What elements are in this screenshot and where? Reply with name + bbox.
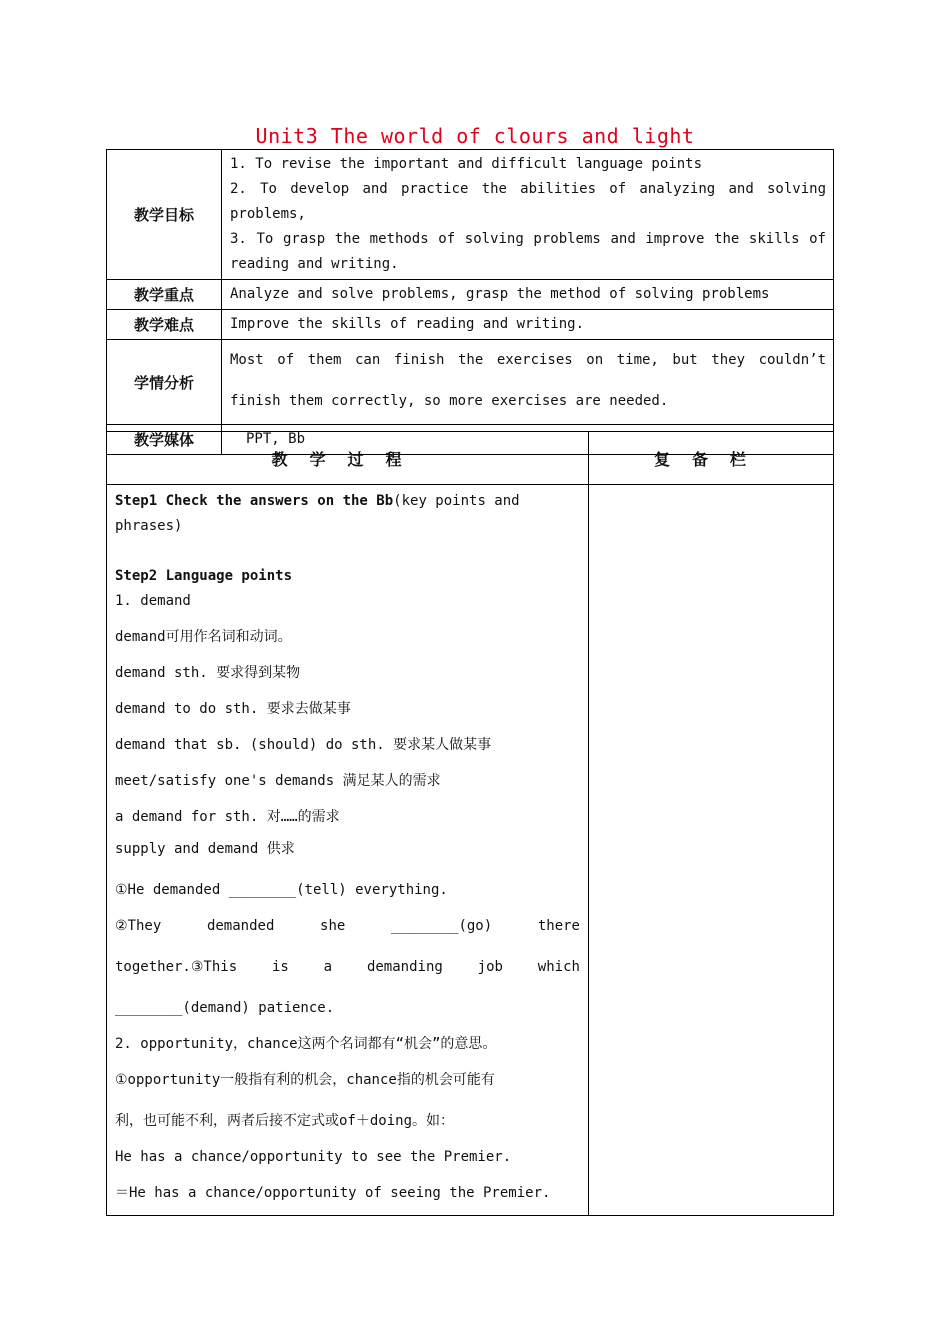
table-row (107, 340, 834, 425)
phrase-line: demand to do sth. 要求去做某事 (115, 701, 351, 717)
row-content-difficulties: Improve the skills of reading and writing. (222, 310, 834, 340)
step1 (115, 489, 580, 539)
exercise-3-end: ________(demand) patience. (115, 1000, 335, 1016)
objective-line: 2. To develop and practice the abilities of analyzing and solving problems, (230, 181, 826, 222)
step1-title: Step1 Check the answers on the Bb (115, 493, 394, 509)
page-title: Unit3 The world of clours and light (255, 124, 695, 148)
process-content (107, 485, 589, 1216)
table-row (107, 280, 834, 310)
example-sentence: ＝He has a chance/opportunity of seeing the Premier. (115, 1185, 551, 1201)
process-header: 教学过程 (107, 432, 589, 485)
exercise-word: demanding (366, 959, 443, 975)
phrase-line: a demand for sth. 对……的需求 (115, 809, 340, 825)
row-content-objectives (222, 150, 834, 280)
example-sentence: He has a chance/opportunity to see the Premier. (115, 1149, 512, 1165)
table-header-row (107, 432, 834, 485)
exercise-1: ①He demanded ________(tell) everything. (115, 882, 448, 898)
item1-heading: 1. demand (115, 593, 191, 609)
exercise-word: which (537, 959, 580, 975)
row-content-analysis: Most of them can finish the exercises on time, but they couldn’t finish them correctly, so more exercises are needed. (222, 340, 834, 425)
objective-line: 1. To revise the important and difficult language points (230, 156, 703, 172)
exercise-3 (115, 955, 580, 980)
row-label-difficulties: 教学难点 (107, 310, 222, 340)
exercise-word: is (271, 959, 289, 975)
exercise-word: job (477, 959, 503, 975)
phrase-line: supply and demand 供求 (115, 841, 295, 857)
exercise-word: ________(go) (391, 918, 493, 934)
review-column (589, 485, 834, 1216)
step1-note: (key points and phrases) (115, 493, 520, 534)
phrase-line: meet/satisfy one's demands 满足某人的需求 (115, 773, 441, 789)
table-row (107, 485, 834, 1216)
table-row (107, 150, 834, 280)
row-label-analysis: 学情分析 (107, 340, 222, 425)
table-row (107, 310, 834, 340)
exercise-word: demanded (206, 918, 275, 934)
exercise-word: ②They (115, 918, 162, 934)
exercise-word: there (537, 918, 580, 934)
objective-line: 3. To grasp the methods of solving problems and improve the skills of reading and writing. (230, 231, 826, 272)
row-label-media: 教学媒体 (107, 425, 222, 455)
row-content-key-points: Analyze and solve problems, grasp the method of solving problems (222, 280, 834, 310)
item2-explanation: 利，也可能不利，两者后接不定式或of＋doing。如： (115, 1113, 454, 1129)
row-label-key-points: 教学重点 (107, 280, 222, 310)
item2-explanation: ①opportunity一般指有利的机会，chance指的机会可能有 (115, 1072, 495, 1088)
exercise-word: together.③This (115, 959, 238, 975)
row-label-objectives: 教学目标 (107, 150, 222, 280)
note-line: demand可用作名词和动词。 (115, 629, 292, 645)
phrase-line: demand sth. 要求得到某物 (115, 665, 301, 681)
item2-heading: 2. opportunity，chance这两个名词都有“机会”的意思。 (115, 1036, 497, 1052)
exercise-word: she (320, 918, 346, 934)
review-column-header: 复备栏 (589, 432, 834, 485)
row-content-media: PPT, Bb (222, 425, 834, 455)
exercise-word: a (323, 959, 333, 975)
phrase-line: demand that sb. (should) do sth. 要求某人做某事 (115, 737, 492, 753)
info-table (106, 149, 834, 455)
step2-title: Step2 Language points (115, 568, 293, 584)
exercise-2 (115, 914, 580, 939)
process-table (106, 431, 834, 1216)
